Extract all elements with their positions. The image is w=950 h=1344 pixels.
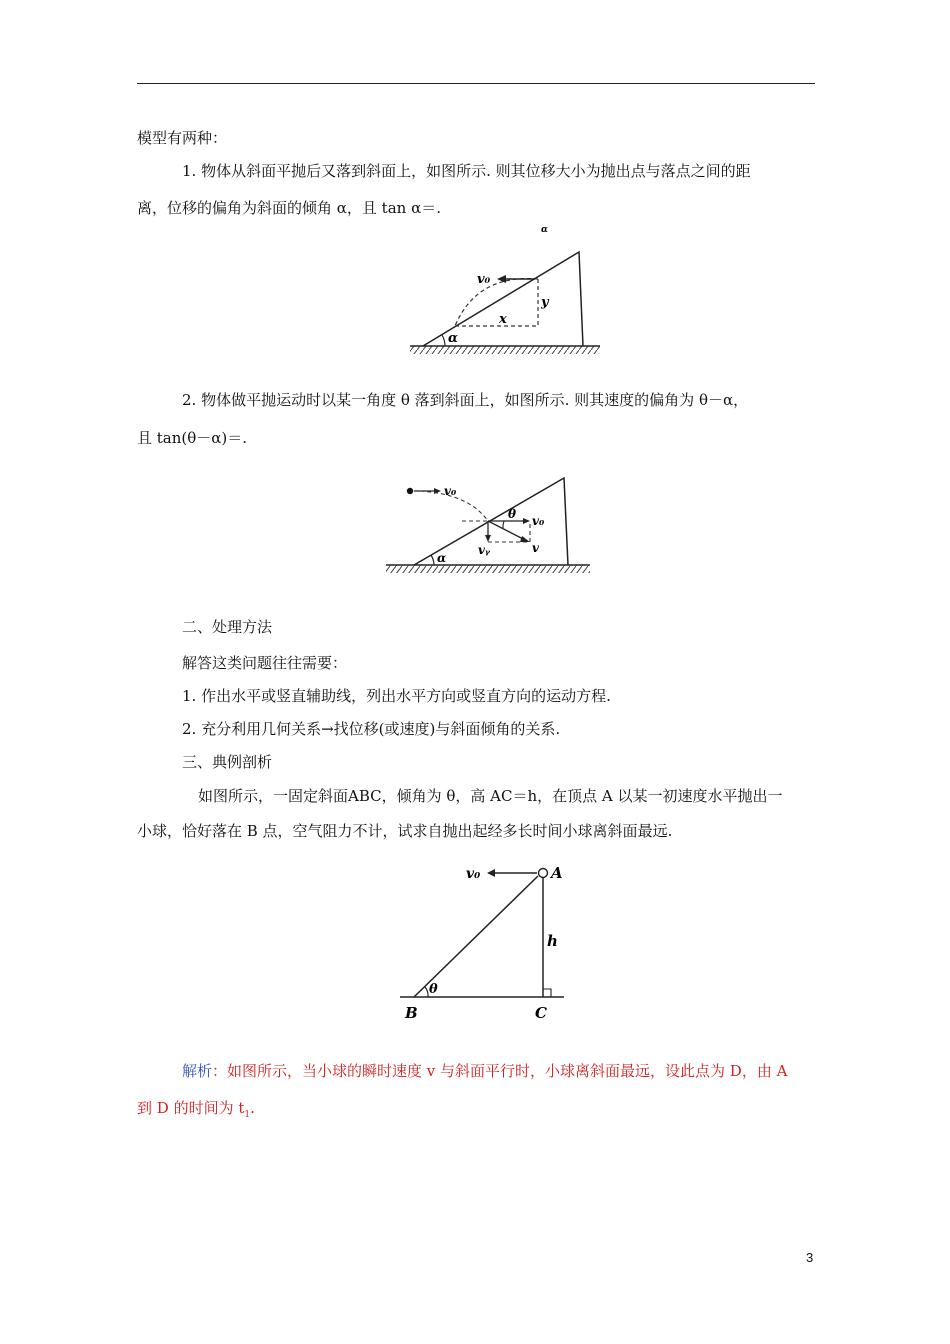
fig1-stray-alpha: α — [541, 225, 548, 235]
page-number: 3 — [806, 1250, 814, 1265]
fig3-c-label: C — [535, 1004, 547, 1022]
fig3-h-label: h — [547, 932, 558, 950]
fig2-v0-ball-label: v₀ — [444, 484, 457, 498]
v-arrow — [488, 521, 525, 540]
text-example-line2: 小球，恰好落在 B 点，空气阻力不计，试求自抛出起经多长时间小球离斜面最远. — [137, 822, 673, 840]
answer-label: 解析 — [182, 1062, 213, 1080]
ground-hatch — [410, 346, 600, 354]
fig3-theta-label: θ — [429, 982, 438, 997]
figure-incline-velocity — [384, 470, 592, 576]
fig1-x-label: x — [499, 312, 507, 327]
fig2-v-label: v — [532, 541, 539, 555]
text-case2-line2: 且 tan(θ－α)＝. — [137, 429, 248, 447]
text-section2-item2: 2. 充分利用几何关系→找位移(或速度)与斜面倾角的关系. — [182, 720, 561, 738]
fig3-a-label: A — [551, 864, 563, 882]
fig2-vy-label: vᵧ — [478, 543, 490, 557]
vy-arrowhead — [485, 535, 491, 542]
fig1-y-label: y — [541, 295, 549, 310]
figure-incline-displacement — [405, 222, 605, 358]
fig1-v0-label: v₀ — [477, 272, 491, 287]
text-case1-line2: 离，位移的偏角为斜面的倾角 α，且 tan α＝. — [137, 199, 441, 217]
text-section3-title: 三、典例剖析 — [182, 753, 273, 771]
fig1-alpha-label: α — [448, 331, 459, 346]
fig2-v0-at-label: v₀ — [532, 514, 545, 528]
text-model-intro: 模型有两种： — [137, 129, 228, 147]
fig3-v0-label: v₀ — [466, 866, 481, 882]
incline-triangle — [423, 252, 583, 346]
alpha-arc — [442, 335, 445, 346]
v-arrowhead — [520, 536, 530, 542]
ball-icon — [539, 869, 548, 878]
alpha-arc — [431, 555, 434, 565]
fig2-alpha-label: α — [437, 551, 447, 565]
text-section2-item1: 1. 作出水平或竖直辅助线，列出水平方向或竖直方向的运动方程. — [182, 687, 611, 705]
header-rule — [137, 83, 815, 84]
answer-line1-text: ：如图所示，当小球的瞬时速度 v 与斜面平行时，小球离斜面最远，设此点为 D，由 A — [212, 1062, 788, 1080]
ground-hatch — [386, 565, 590, 573]
text-case1-line1: 1. 物体从斜面平抛后又落到斜面上，如图所示. 则其位移大小为抛出点与落点之间的距 — [182, 162, 751, 180]
text-case2-line1: 2. 物体做平抛运动时以某一角度 θ 落到斜面上，如图所示. 则其速度的偏角为 θ－α， — [182, 391, 749, 409]
theta-arc — [503, 521, 504, 528]
v0-component-arrowhead — [523, 518, 530, 524]
text-answer-line1 — [182, 1060, 787, 1082]
text-answer-line2 — [137, 1097, 255, 1126]
right-angle-mark — [543, 989, 551, 997]
answer-subscript: 1 — [244, 1110, 251, 1120]
text-section2-intro: 解答这类问题往往需要： — [182, 654, 348, 672]
figure-triangle-abc — [398, 858, 568, 1024]
incline-ab — [414, 876, 538, 997]
theta-arc — [425, 987, 428, 997]
ball-icon — [407, 488, 413, 494]
answer-line2-end: . — [250, 1099, 255, 1117]
v0-arrowhead — [487, 869, 495, 877]
text-section2-title: 二、处理方法 — [182, 618, 273, 636]
fig3-b-label: B — [405, 1004, 418, 1022]
text-example-line1: 如图所示，一固定斜面ABC，倾角为 θ，高 AC＝h，在顶点 A 以某一初速度水平抛出一 — [198, 787, 783, 805]
fig2-theta-label: θ — [508, 507, 517, 521]
answer-line2-text: 到 D 的时间为 t — [137, 1099, 245, 1117]
